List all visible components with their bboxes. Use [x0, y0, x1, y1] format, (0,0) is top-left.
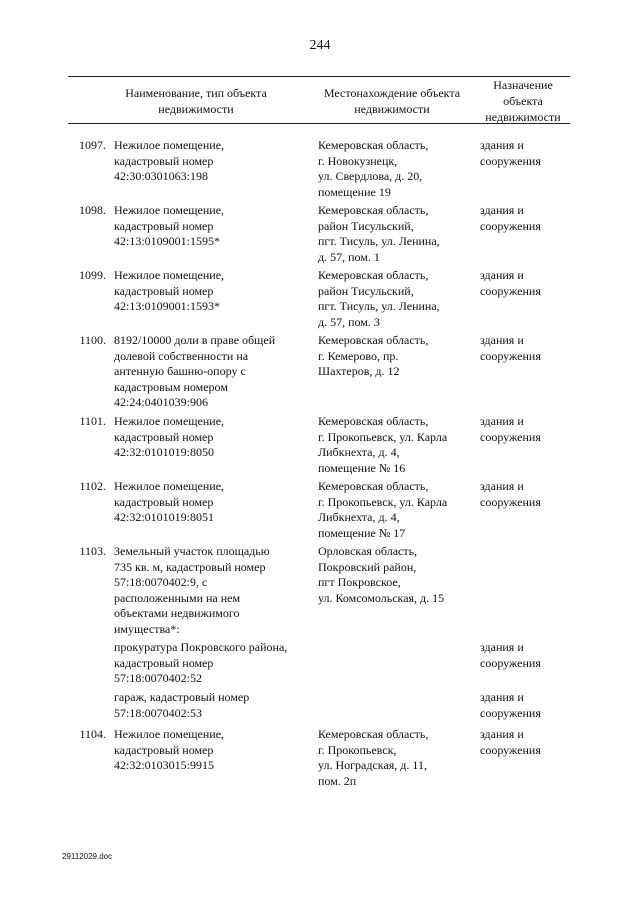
row-number: 1100.: [79, 333, 106, 347]
row-name: Нежилое помещение, кадастровый номер 42:32:0101019:8050: [114, 414, 225, 459]
row-name: гараж, кадастровый номер 57:18:0070402:53: [114, 690, 250, 720]
row-location: Кемеровская область, район Тисульский, пгт. Тисуль, ул. Ленина, д. 57, пом. 1: [318, 203, 440, 264]
row-number: 1098.: [79, 203, 106, 217]
row-purpose: здания и сооружения: [480, 333, 541, 363]
row-location: Орловская область, Покровский район, пгт Покровское, ул. Комсомольская, д. 15: [318, 544, 445, 605]
row-location: Кемеровская область, г. Новокузнецк, ул. Свердлова, д. 20, помещение 19: [318, 138, 429, 199]
header-purpose: Назначение объекта недвижимости: [485, 78, 561, 124]
table-header-rule: [68, 123, 570, 124]
row-name: прокуратура Покровского района, кадастровый номер 57:18:0070402:52: [114, 640, 288, 685]
footer-filename: 29112029.doc: [62, 852, 113, 861]
row-purpose: здания и сооружения: [480, 203, 541, 233]
row-number: 1097.: [79, 138, 106, 152]
row-location: Кемеровская область, район Тисульский, пгт. Тисуль, ул. Ленина, д. 57, пом. 3: [318, 268, 440, 329]
row-purpose: здания и сооружения: [480, 138, 541, 168]
row-name: Нежилое помещение, кадастровый номер 42:13:0109001:1593*: [114, 268, 225, 313]
row-location: Кемеровская область, г. Прокопьевск, ул. Карла Либкнехта, д. 4, помещение № 17: [318, 479, 448, 540]
header-location: Местонахождение объекта недвижимости: [323, 86, 461, 116]
row-location: Кемеровская область, г. Кемерово, пр. Шахтеров, д. 12: [318, 333, 429, 378]
row-number: 1101.: [79, 414, 106, 428]
row-location: Кемеровская область, г. Прокопьевск, ул. Карла Либкнехта, д. 4, помещение № 16: [318, 414, 448, 475]
row-name: Нежилое помещение, кадастровый номер 42:13:0109001:1595*: [114, 203, 225, 248]
row-number: 1103.: [79, 544, 106, 558]
row-number: 1104.: [79, 727, 106, 741]
row-purpose: здания и сооружения: [480, 414, 541, 444]
page-number: 244: [309, 38, 331, 53]
row-number: 1102.: [79, 479, 106, 493]
row-number: 1099.: [79, 268, 106, 282]
row-purpose: здания и сооружения: [480, 268, 541, 298]
row-name: Земельный участок площадью 735 кв. м, кадастровый номер 57:18:0070402:9, с расположенными на нем объектами недвижимого имущества*:: [114, 544, 270, 636]
row-name: Нежилое помещение, кадастровый номер 42:32:0103015:9915: [114, 727, 225, 772]
row-purpose: здания и сооружения: [480, 479, 541, 509]
row-location: Кемеровская область, г. Прокопьевск, ул. Ноградская, д. 11, пом. 2п: [318, 727, 429, 788]
row-name: Нежилое помещение, кадастровый номер 42:32:0101019:8051: [114, 479, 225, 524]
row-name: 8192/10000 доли в праве общей долевой собственности на антенную башню-опору с кадастровым номером 42:24:0401039:906: [114, 333, 276, 409]
row-name: Нежилое помещение, кадастровый номер 42:30:0301063:198: [114, 138, 225, 183]
row-purpose: здания и сооружения: [480, 690, 541, 720]
header-name: Наименование, тип объекта недвижимости: [125, 86, 267, 116]
row-purpose: здания и сооружения: [480, 727, 541, 757]
row-purpose: здания и сооружения: [480, 640, 541, 670]
